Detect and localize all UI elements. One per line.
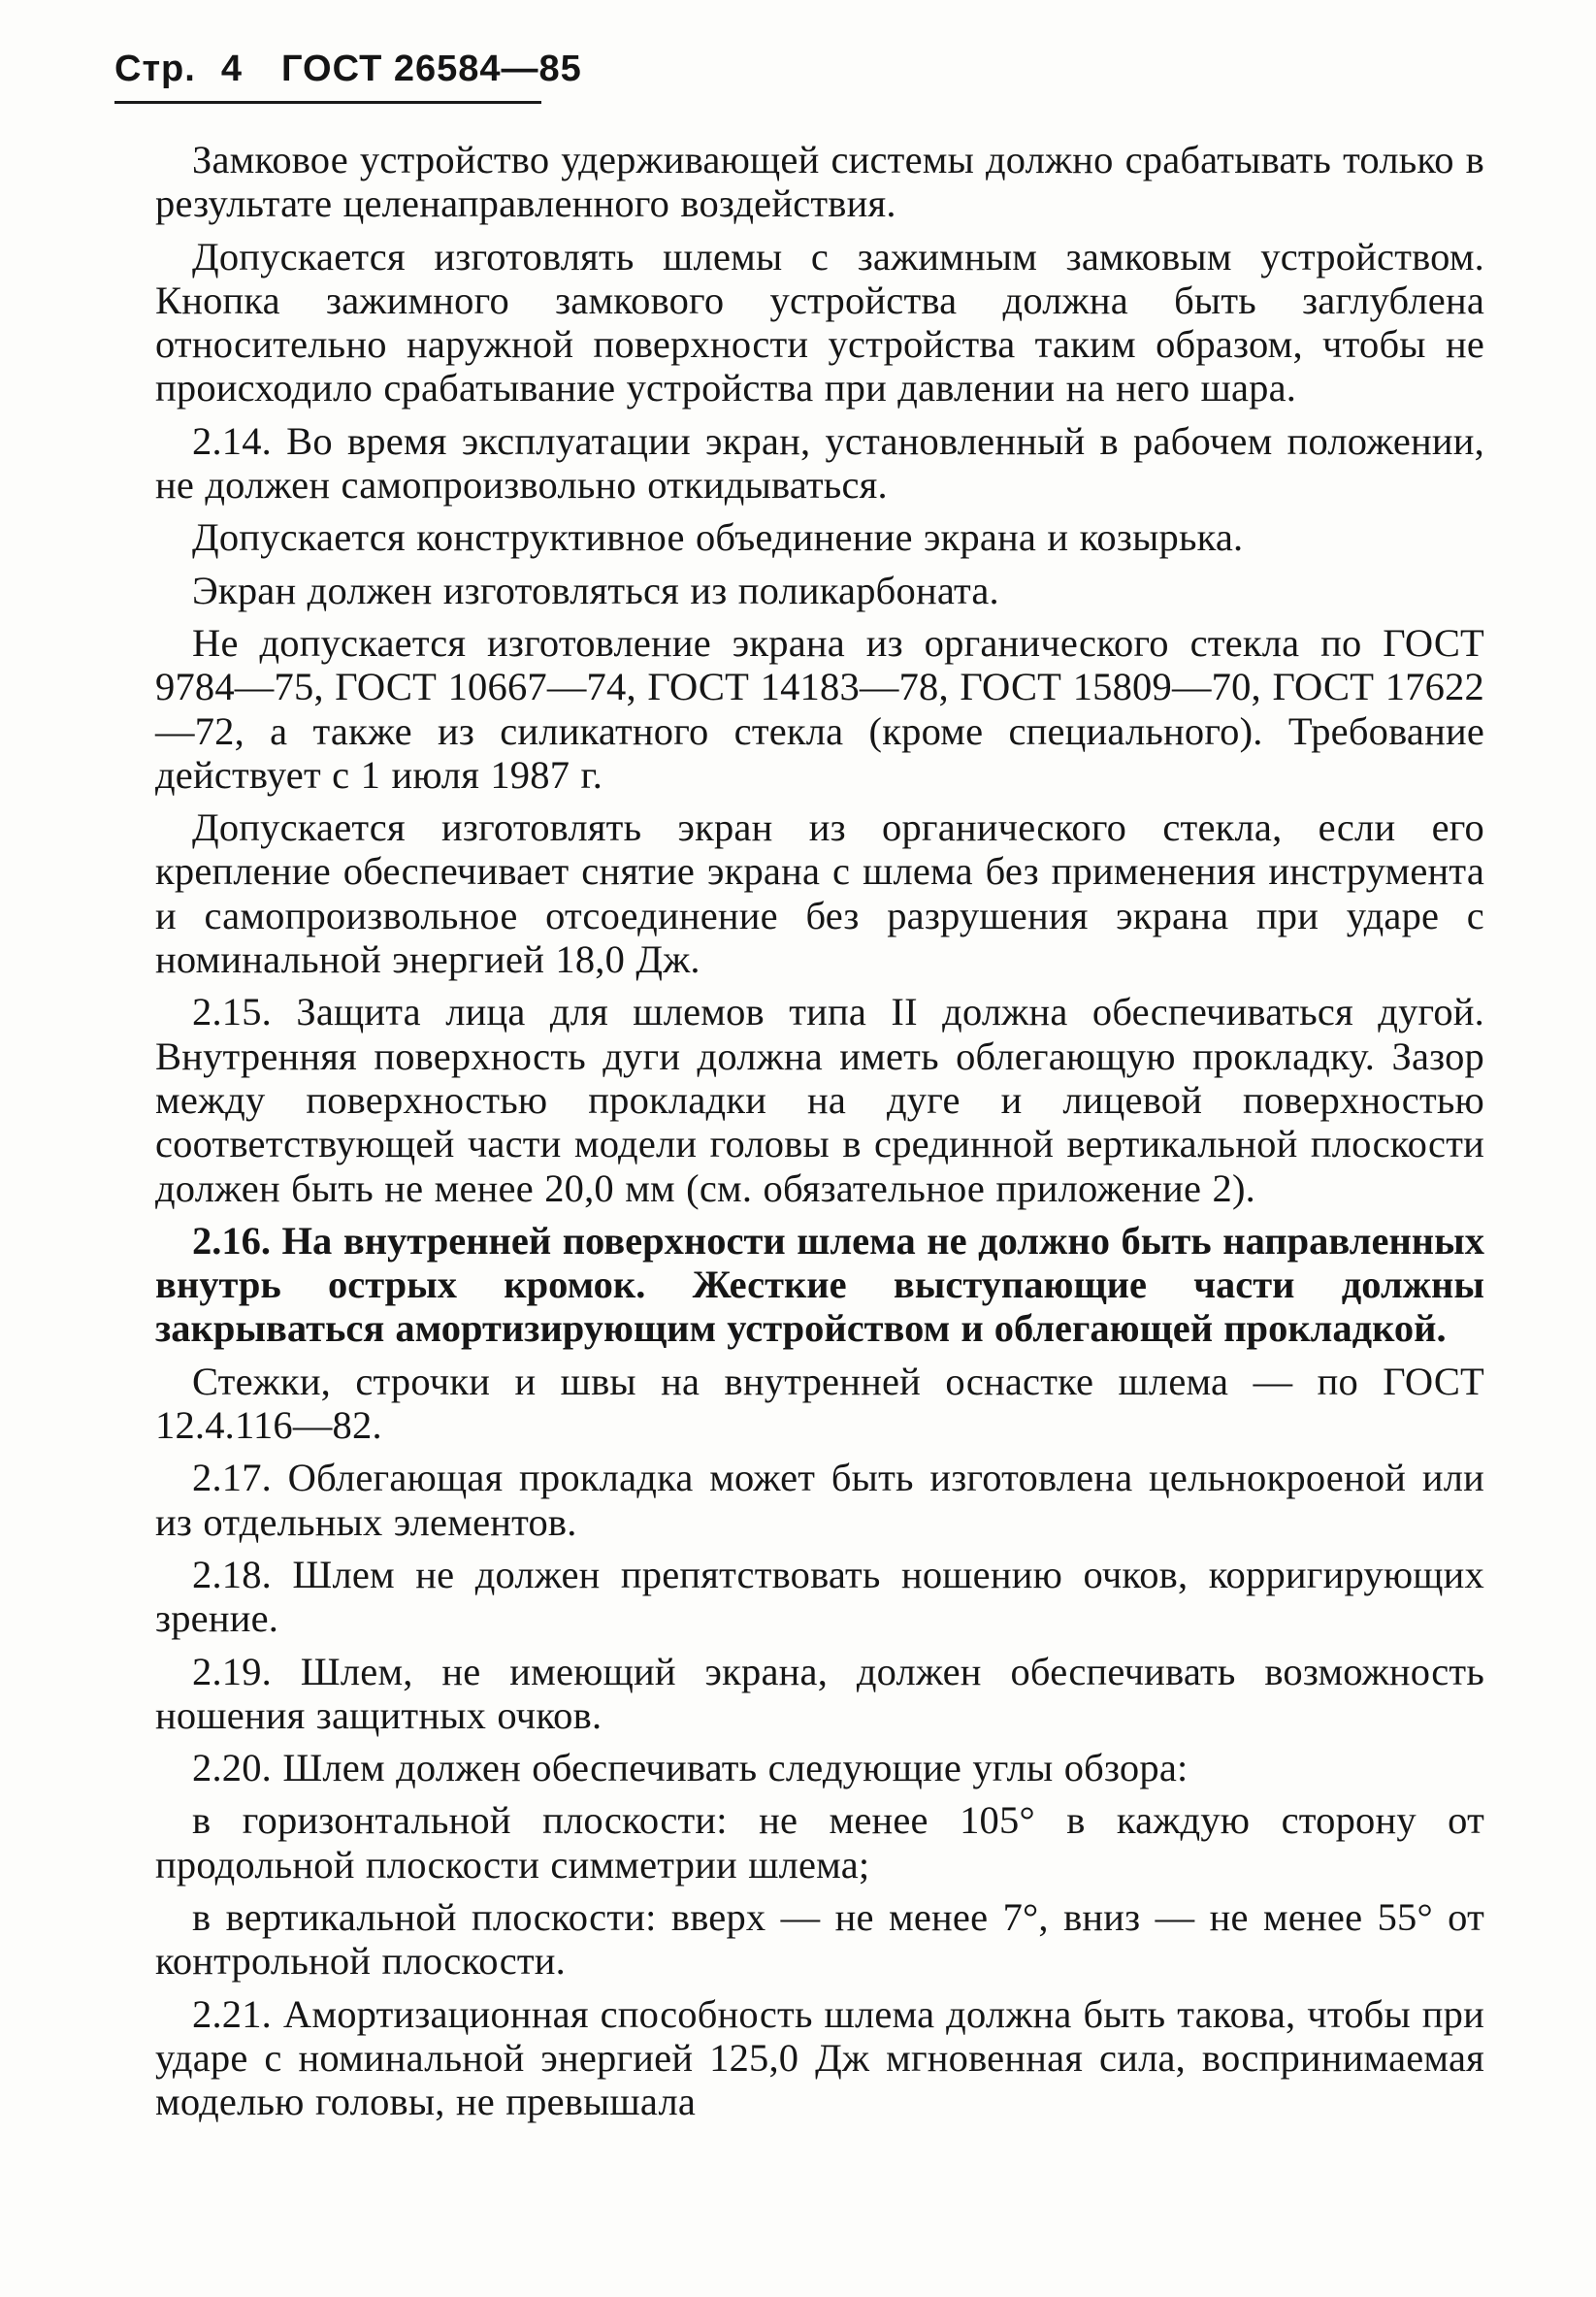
paragraph-2-15: 2.15. Защита лица для шлемов типа II должна обеспечиваться дугой. Внутренняя поверхность дуги должна иметь облегающую прокладку. Зазор между поверхностью прокладки на дуге и лицевой поверхностью соответствующей части модели головы в срединной вертикальной плоскости должен быть не менее 20,0 мм (см. обязательное приложение 2). — [155, 990, 1484, 1210]
paragraph-polycarbonate: Экран должен изготовляться из поликарбоната. — [192, 568, 999, 612]
paragraph-2-20: 2.20. Шлем должен обеспечивать следующие углы обзора: — [192, 1746, 1189, 1790]
body-text — [155, 138, 1484, 2132]
paragraph-vertical-angle: в вертикальной плоскости: вверх — не менее 7°, вниз — не менее 55° от контрольной плоскости. — [155, 1894, 1484, 1984]
header-rule — [114, 101, 541, 104]
paragraph-visor-combination: Допускается конструктивное объединение экрана и козырька. — [192, 515, 1244, 560]
paragraph-horizontal-angle: в горизонтальной плоскости: не менее 105° в каждую сторону от продольной плоскости симметрии шлема; — [155, 1798, 1484, 1887]
page-number: 4 — [220, 49, 243, 89]
paragraph-2-18: 2.18. Шлем не должен препятствовать ношению очков, корригирующих зрение. — [155, 1552, 1484, 1641]
paragraph-2-19: 2.19. Шлем, не имеющий экрана, должен обеспечивать возможность ношения защитных очков. — [155, 1649, 1484, 1737]
standard-code: ГОСТ 26584—85 — [280, 49, 582, 89]
paragraph-lock-action: Замковое устройство удерживающей системы должно срабатывать только в результате целенаправленного воздействия. — [155, 138, 1484, 226]
paragraph-2-16: 2.16. На внутренней поверхности шлема не должно быть направленных внутрь острых кромок. Жесткие выступающие части должны закрываться амортизирующим устройством и облегающей прокладкой. — [155, 1218, 1484, 1351]
paragraph-clamp-lock: Допускается изготовлять шлемы с зажимным замковым устройством. Кнопка зажимного замкового устройства должна быть заглублена относительно наружной поверхности устройства таким образом, чтобы не происходило срабатывание устройства при давлении на него шара. — [155, 234, 1484, 410]
paragraph-2-21: 2.21. Амортизационная способность шлема должна быть такова, чтобы при ударе с номинальной энергией 125,0 Дж мгновенная сила, воспринимаемая моделью головы, не превышала — [155, 1991, 1484, 2124]
paragraph-organic-glass-allowance: Допускается изготовлять экран из органического стекла, если его крепление обеспечивает снятие экрана с шлема без применения инструмента и самопроизвольное отсоединение без разрушения экрана при ударе с номинальной энергией 18,0 Дж. — [155, 805, 1484, 982]
running-header — [114, 50, 582, 87]
page-label: Стр. — [114, 49, 196, 89]
paragraph-glass-prohibition: Не допускается изготовление экрана из органического стекла по ГОСТ 9784—75, ГОСТ 10667—74, ГОСТ 14183—78, ГОСТ 15809—70, ГОСТ 17622—72, а также из силикатного стекла (кроме специального). Требование действует с 1 июля 1987 г. — [155, 620, 1484, 797]
paragraph-2-14: 2.14. Во время эксплуатации экран, установленный в рабочем положении, не должен самопроизвольно откидываться. — [155, 418, 1484, 508]
paragraph-2-17: 2.17. Облегающая прокладка может быть изготовлена цельнокроеной или из отдельных элементов. — [155, 1456, 1484, 1544]
paragraph-stitching: Стежки, строчки и швы на внутренней оснастке шлема — по ГОСТ 12.4.116—82. — [155, 1359, 1484, 1448]
